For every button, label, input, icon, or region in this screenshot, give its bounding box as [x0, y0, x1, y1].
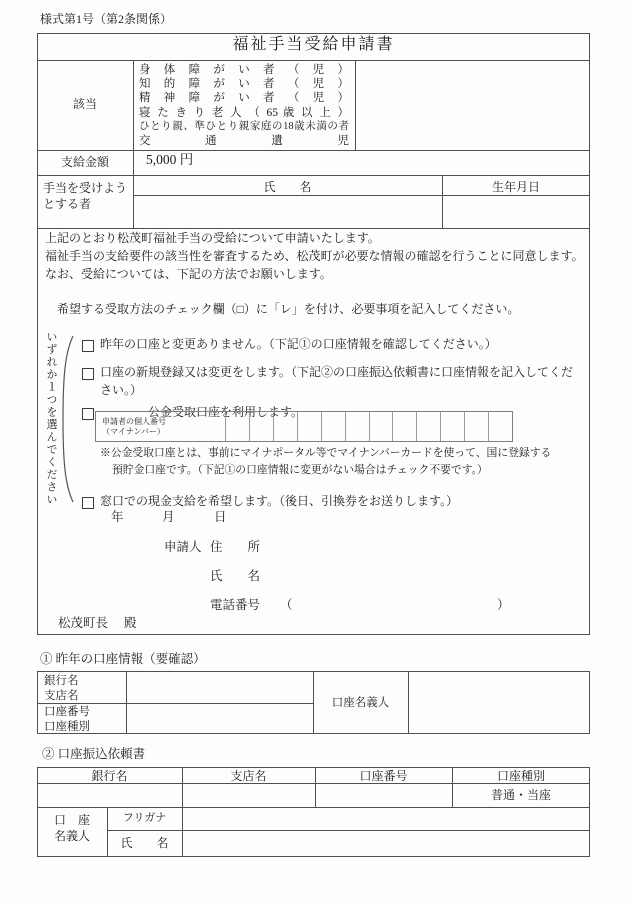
option1-label: 昨年の口座と変更ありません。（下記①の口座情報を確認してください。） [100, 337, 497, 351]
address-label: 住 所 [210, 540, 261, 554]
s2-bank-cell[interactable] [38, 784, 181, 806]
declaration-line1: 上記のとおり松茂町福祉手当の受給について申請いたします。 [45, 231, 380, 245]
recipient-label-line2: とする者 [43, 197, 92, 211]
s1-bank-branch-cell[interactable] [127, 672, 312, 702]
phone-label: 電話番号 [210, 598, 261, 612]
recipient-birthdate-cell[interactable] [443, 196, 589, 227]
s2-col-bank: 銀行名 [91, 769, 128, 783]
eligibility-item: 精 神 障 が い 者 （ 児 ） [139, 92, 349, 105]
mynumber-label-line2: （マイナンバー） [102, 426, 165, 436]
name-label: 氏 名 [210, 569, 261, 583]
mynumber-digit-cell[interactable] [392, 412, 416, 441]
mynumber-digit-cell[interactable] [440, 412, 464, 441]
mayor-label: 松茂町長 [58, 616, 109, 630]
check-instruction: 希望する受取方法のチェック欄（□）に「レ」を付け、必要事項を記入してください。 [57, 302, 520, 316]
s1-type-label: 口座種別 [44, 721, 90, 733]
section1-heading: ① 昨年の口座情報（要確認） [40, 652, 206, 666]
s2-col-type: 口座種別 [496, 769, 545, 783]
s2-holder-label-line2: 名義人 [53, 829, 90, 843]
s2-holder-label-line1: 口 座 [53, 813, 90, 827]
s2-col-branch: 支店名 [230, 769, 267, 783]
option2-label-line2: さい。） [100, 383, 143, 397]
recipient-label-line1: 手当を受けよう [43, 181, 128, 195]
declaration-line2: 福祉手当の支給要件の該当性を審査するため、松茂町が必要な情報の確認を行うことに同意します。 [45, 249, 584, 263]
option2-label-line1: 口座の新規登録又は変更をします。（下記②の口座振込依頼書に口座情報を記入してくだ [100, 365, 574, 379]
option4-label: 窓口での現金支給を希望します。（後日、引換券をお送りします。） [100, 494, 459, 508]
mynumber-digit-cell[interactable] [273, 412, 297, 441]
s2-col-number: 口座番号 [359, 769, 408, 783]
choose-one-side-note: いずれか１つを選んでください [45, 331, 57, 506]
selection-brace [61, 335, 74, 503]
eligibility-entry-cell[interactable] [356, 61, 589, 149]
s2-number-cell[interactable] [316, 784, 451, 806]
applicant-label: 申請人 [164, 540, 202, 554]
year-label: 年 [111, 510, 124, 524]
phone-paren-close: ） [497, 598, 510, 612]
mynumber-label-line1: 申請者の個人番号 [102, 417, 166, 426]
mynumber-digit-cell[interactable] [464, 412, 488, 441]
s1-number-type-cell[interactable] [127, 704, 312, 733]
divider [37, 150, 590, 151]
address-entry-area[interactable] [270, 538, 570, 558]
s2-account-type-choice[interactable]: 普通・当座 [490, 788, 551, 802]
recipient-birthdate-header: 生年月日 [491, 180, 540, 194]
eligibility-label: 該当 [72, 97, 97, 111]
s1-holder-cell[interactable] [409, 672, 589, 733]
eligibility-item: 知 的 障 が い 者 （ 児 ） [139, 78, 349, 91]
mynumber-label [96, 412, 225, 441]
mynumber-digit-cell[interactable] [321, 412, 345, 441]
eligibility-item: ひとり親、準ひとり親家庭の18歳未満の者 [139, 120, 349, 132]
mynumber-digit-cell[interactable] [416, 412, 440, 441]
s2-name-cell[interactable] [183, 831, 589, 856]
public-account-note-line2: 預貯金口座です。（下記①の口座情報に変更がない場合はチェック不要です。） [112, 464, 488, 476]
amount-label: 支給金額 [60, 155, 109, 169]
option3-checkbox[interactable] [82, 408, 94, 420]
section2-heading: ② 口座振込依頼書 [42, 747, 146, 761]
month-label: 月 [162, 510, 175, 524]
phone-entry-area[interactable] [295, 596, 495, 616]
s2-branch-cell[interactable] [183, 784, 314, 806]
divider [37, 175, 590, 176]
eligibility-category-list [139, 63, 349, 148]
eligibility-item: 交 通 遺 児 [139, 135, 349, 148]
public-account-note-line1: ※公金受取口座とは、事前にマイナポータル等でマイナンバーカードを使って、国に登録する [100, 447, 552, 459]
s1-branch-label: 支店名 [44, 690, 79, 702]
divider [37, 228, 590, 229]
s1-holder-label: 口座名義人 [331, 697, 390, 709]
honorific-label: 殿 [124, 616, 137, 630]
eligibility-item: 寝 た き り 老 人 （ 65 歳 以 上 ） [139, 106, 349, 119]
name-entry-area[interactable] [270, 567, 570, 587]
day-label: 日 [214, 510, 227, 524]
option3-label: 公金受取口座を利用します。 [148, 405, 304, 419]
option2-checkbox[interactable] [82, 368, 94, 380]
declaration-line3: なお、受給については、下記の方法でお願いします。 [45, 267, 332, 281]
mynumber-digit-cell[interactable] [249, 412, 273, 441]
s1-bank-label: 銀行名 [44, 675, 79, 687]
mynumber-digit-cell[interactable] [369, 412, 393, 441]
mynumber-grid [95, 411, 513, 442]
s2-name-label: 氏 名 [120, 836, 169, 850]
s1-number-label: 口座番号 [44, 706, 90, 718]
amount-value: 5,000 円 [146, 152, 194, 167]
option1-checkbox[interactable] [82, 340, 94, 352]
s2-furigana-cell[interactable] [183, 808, 589, 829]
mynumber-digit-cell[interactable] [488, 412, 512, 441]
mynumber-digit-cell[interactable] [345, 412, 369, 441]
mynumber-digit-cell[interactable] [225, 412, 249, 441]
recipient-name-header: 氏 名 [263, 180, 312, 194]
s2-furigana-label: フリガナ [122, 812, 167, 824]
form-title: 福祉手当受給申請書 [232, 36, 395, 53]
eligibility-item: 身 体 障 が い 者 （ 児 ） [139, 64, 349, 76]
option4-checkbox[interactable] [82, 497, 94, 509]
style-number: 様式第1号（第2条関係） [40, 12, 173, 26]
recipient-name-cell[interactable] [134, 196, 441, 227]
phone-paren-open: （ [280, 598, 293, 612]
mynumber-digit-cell[interactable] [297, 412, 321, 441]
